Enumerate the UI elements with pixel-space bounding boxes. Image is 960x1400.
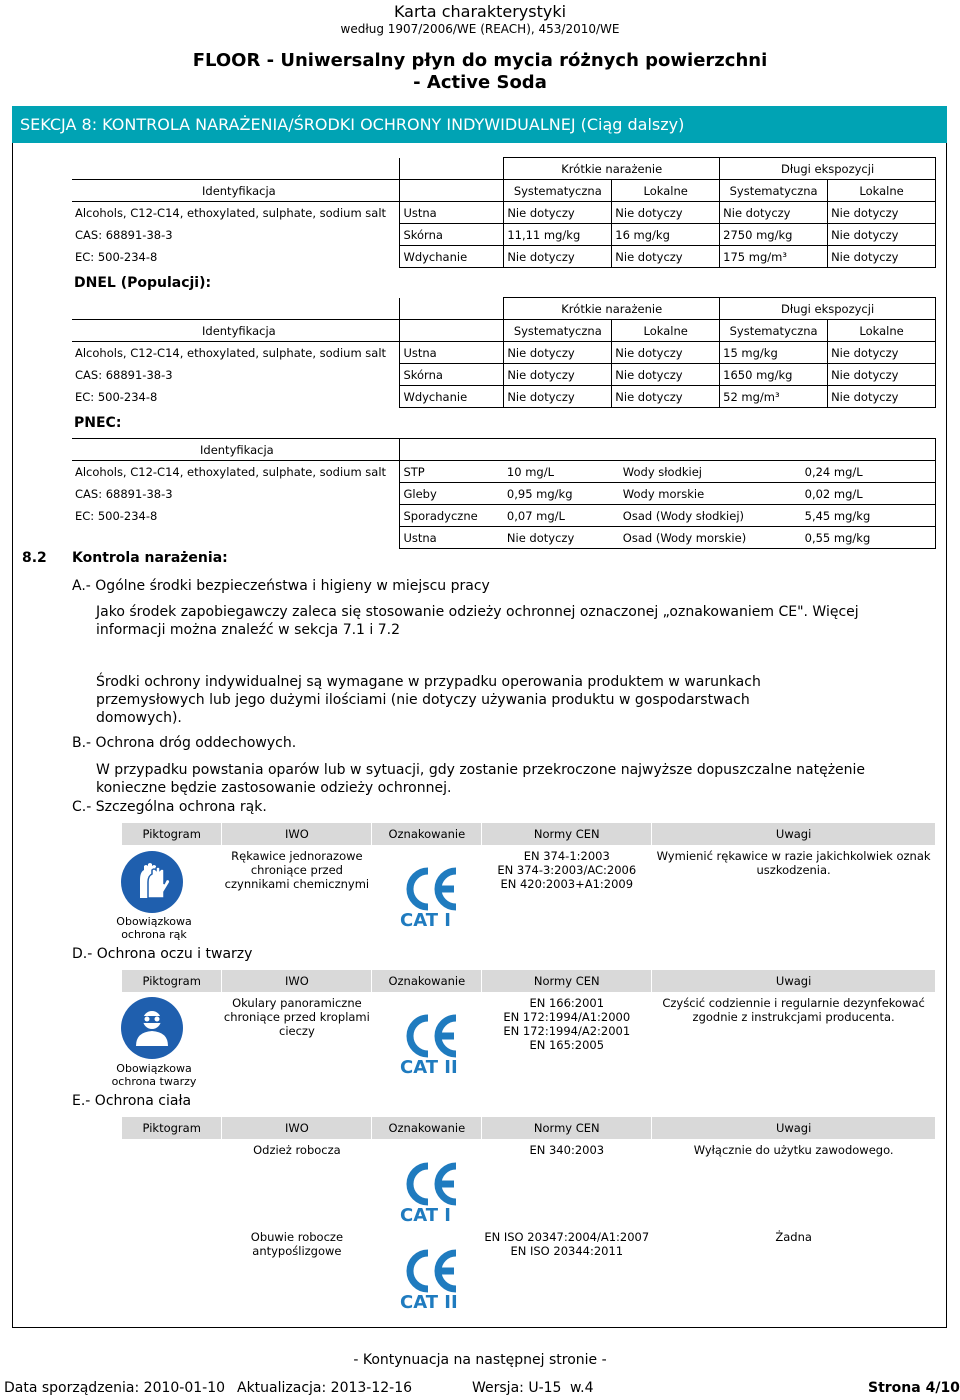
col-systemic: Systematyczna [720,180,828,202]
substance-cas: CAS: 68891-38-3 [75,227,173,242]
page-number: Strona 4/10 [868,1380,960,1396]
value-cell: 16 mg/kg [612,224,720,246]
subsection-a-text: Jako środek zapobiegawczy zaleca się stosowanie odzieży ochronnej oznaczonej „oznakowaniem CE". Więcej informacji można znaleźć w sekcja 7.1 i 7.2 [96,604,859,638]
value-cell: Nie dotyczy [828,202,936,224]
value-cell: 0,95 mg/kg [504,483,620,505]
pnec-compartment: Sporadyczne [400,505,504,527]
value-cell: Nie dotyczy [504,202,612,224]
section-number: 8.2 [22,550,47,566]
revision-label: w.4 [570,1380,594,1396]
notes-text: Żadna [775,1230,812,1244]
col-iwo: IWO [222,823,372,845]
regulation-subtitle: według 1907/2006/WE (REACH), 453/2010/WE [340,22,620,36]
route: Ustna [400,342,504,364]
identification-header: Identyfikacja [72,439,400,461]
iwo-text: Obuwie robocze antypoślizgowe [250,1230,344,1258]
route: Ustna [400,202,504,224]
hand-protection-table [122,823,936,950]
col-systemic: Systematyczna [720,320,828,342]
value-cell: Nie dotyczy [504,386,612,408]
value-cell: Nie dotyczy [504,246,612,268]
pnec-table [72,438,936,549]
pictogram-caption: Obowiązkowa ochrona twarzy [111,1062,197,1088]
exposure-control-label: Kontrola narażenia: [72,550,228,566]
cen-norms-text: EN 166:2001 EN 172:1994/A1:2000 EN 172:1994/A2:2001 EN 165:2005 [503,996,631,1052]
dnel-population-table [72,297,936,408]
ce-category: CAT II [400,1057,458,1078]
notes-text: Wyłącznie do użytku zawodowego. [693,1143,894,1157]
col-marking: Oznakowanie [372,823,482,845]
value-cell: 0,02 mg/L [802,483,936,505]
route: Wdychanie [400,386,504,408]
value-cell: Nie dotyczy [612,342,720,364]
ce-category: CAT I [400,1205,451,1226]
long-exposure-header: Długi ekspozycji [720,298,936,320]
route: Skórna [400,364,504,386]
value-cell: Nie dotyczy [828,246,936,268]
col-cen-norms: Normy CEN [482,823,652,845]
product-name-line1: FLOOR - Uniwersalny płyn do mycia różnych powierzchni [192,50,768,71]
col-cen-norms: Normy CEN [482,970,652,992]
body-protection-table [122,1117,936,1311]
value-cell: 5,45 mg/kg [802,505,936,527]
continuation-note: - Kontynuacja na następnej stronie - [353,1352,607,1368]
substance-cas: CAS: 68891-38-3 [75,367,173,382]
col-pictogram: Piktogram [122,970,222,992]
pnec-compartment: Osad (Wody morskie) [620,527,802,549]
value-cell: 0,07 mg/L [504,505,620,527]
notes-text: Wymienić rękawice w razie jakichkolwiek oznak uszkodzenia. [656,849,931,877]
iwo-text: Okulary panoramiczne chroniące przed kroplami cieczy [223,996,370,1038]
cen-norms-text: EN 340:2003 [529,1143,605,1157]
pnec-compartment: STP [400,461,504,483]
notes-text: Czyścić codziennie i regularnie dezynfekować zgodnie z instrukcjami producenta. [662,996,925,1024]
ce-category: CAT II [400,1292,458,1313]
col-local: Lokalne [828,320,936,342]
identification-header: Identyfikacja [72,180,400,202]
pnec-compartment: Ustna [400,527,504,549]
col-local: Lokalne [828,180,936,202]
dnel-workers-table [72,157,936,268]
section-title-bar: SEKCJA 8: KONTROLA NARAŻENIA/ŚRODKI OCHRONY INDYWIDUALNEJ (Ciąg dalszy) [12,106,947,143]
value-cell: 175 mg/m³ [720,246,828,268]
substance-ec: EC: 500-234-8 [75,249,158,264]
value-cell: Nie dotyczy [612,386,720,408]
iwo-text: Rękawice jednorazowe chroniące przed czynnikami chemicznymi [224,849,370,891]
value-cell: Nie dotyczy [504,342,612,364]
col-systemic: Systematyczna [504,180,612,202]
pnec-compartment: Wody morskie [620,483,802,505]
dnel-population-label: DNEL (Populacji): [74,275,212,291]
col-notes: Uwagi [652,1117,936,1139]
pictogram-caption: Obowiązkowa ochrona rąk [116,915,192,941]
value-cell: Nie dotyczy [504,364,612,386]
col-pictogram: Piktogram [122,1117,222,1139]
substance-ec: EC: 500-234-8 [75,508,158,523]
value-cell: Nie dotyczy [612,246,720,268]
value-cell: Nie dotyczy [504,527,620,549]
pnec-label: PNEC: [74,415,122,431]
long-exposure-header: Długi ekspozycji [720,158,936,180]
value-cell: Nie dotyczy [720,202,828,224]
col-local: Lokalne [612,180,720,202]
ce-category: CAT I [400,910,451,931]
value-cell: 2750 mg/kg [720,224,828,246]
value-cell: 11,11 mg/kg [504,224,612,246]
col-notes: Uwagi [652,970,936,992]
short-exposure-header: Krótkie narażenie [504,298,720,320]
col-systemic: Systematyczna [504,320,612,342]
pnec-compartment: Gleby [400,483,504,505]
col-pictogram: Piktogram [122,823,222,845]
iwo-text: Odzież robocza [253,1143,341,1157]
version-label: Wersja: U-15 [472,1380,562,1396]
value-cell: 1650 mg/kg [720,364,828,386]
eye-protection-table [122,970,936,1097]
col-marking: Oznakowanie [372,970,482,992]
face-shield-icon [120,996,184,1060]
substance-ec: EC: 500-234-8 [75,389,158,404]
cen-norms-text: EN 374-1:2003 EN 374-3:2003/AC:2006 EN 420:2003+A1:2009 [497,849,637,891]
value-cell: Nie dotyczy [612,202,720,224]
substance-name: Alcohols, C12-C14, ethoxylated, sulphate, sodium salt [75,205,387,220]
subsection-b-text: W przypadku powstania oparów lub w sytuacji, gdy zostanie przekroczone najwyższe dopuszczalne natężenie konieczne będzie zastosowanie odzieży ochronnej. [96,762,866,796]
col-cen-norms: Normy CEN [482,1117,652,1139]
cen-norms-text: EN ISO 20347:2004/A1:2007 EN ISO 20344:2011 [484,1230,650,1258]
value-cell: Nie dotyczy [828,224,936,246]
update-date: Aktualizacja: 2013-12-16 [237,1380,413,1396]
creation-date: Data sporządzenia: 2010-01-10 [4,1380,226,1396]
pnec-compartment: Wody słodkiej [620,461,802,483]
value-cell: 52 mg/m³ [720,386,828,408]
value-cell: 0,24 mg/L [802,461,936,483]
substance-name: Alcohols, C12-C14, ethoxylated, sulphate, sodium salt [75,345,387,360]
substance-name: Alcohols, C12-C14, ethoxylated, sulphate, sodium salt [75,464,387,479]
value-cell: Nie dotyczy [828,342,936,364]
col-marking: Oznakowanie [372,1117,482,1139]
route: Skórna [400,224,504,246]
subsection-a-text2: Środki ochrony indywidualnej są wymagane w przypadku operowania produktem w warunkach przemysłowych lub jego dużymi ilościami (nie dotyczy używania produktu w gospodarstwach domowych). [96,674,761,726]
gloves-icon [120,850,184,914]
subsection-e-title: E.- Ochrona ciała [72,1093,192,1109]
product-name-line2: - Active Soda [413,72,547,93]
substance-cas: CAS: 68891-38-3 [75,486,173,501]
short-exposure-header: Krótkie narażenie [504,158,720,180]
value-cell: Nie dotyczy [612,364,720,386]
subsection-a-title: A.- Ogólne środki bezpieczeństwa i higieny w miejscu pracy [72,578,490,594]
pnec-compartment: Osad (Wody słodkiej) [620,505,802,527]
value-cell: Nie dotyczy [828,386,936,408]
value-cell: 10 mg/L [504,461,620,483]
col-iwo: IWO [222,970,372,992]
route: Wdychanie [400,246,504,268]
value-cell: 0,55 mg/kg [802,527,936,549]
value-cell: Nie dotyczy [828,364,936,386]
col-notes: Uwagi [652,823,936,845]
subsection-c-title: C.- Szczególna ochrona rąk. [72,799,267,815]
identification-header: Identyfikacja [72,320,400,342]
col-iwo: IWO [222,1117,372,1139]
subsection-d-title: D.- Ochrona oczu i twarzy [72,946,253,962]
value-cell: 15 mg/kg [720,342,828,364]
document-title: Karta charakterystyki [393,2,567,21]
subsection-b-title: B.- Ochrona dróg oddechowych. [72,735,297,751]
col-local: Lokalne [612,320,720,342]
